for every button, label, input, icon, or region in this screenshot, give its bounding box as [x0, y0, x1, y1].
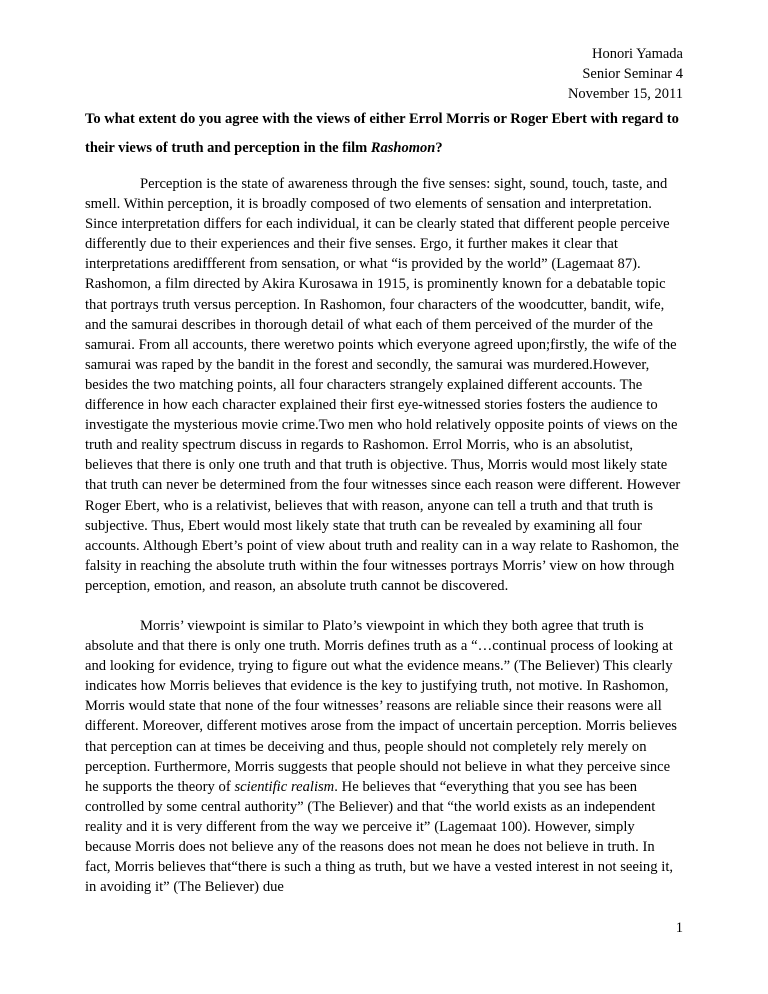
film-title: Rashomon: [370, 140, 436, 156]
essay-body: [85, 174, 683, 897]
author-name: Honori Yamada: [591, 46, 683, 62]
paragraph-2-morris-viewpoint-segment-1: scientific realism: [234, 778, 335, 795]
essay-title-part-1: To what extent do you agree with the views of either Errol Morris or Roger Ebert with regard to their views of truth and perception in the film: [85, 111, 679, 156]
paragraph-1-perception-segment-0: Perception is the state of awareness through the five senses: sight, sound, touch, taste, and smell. Within perception, it is broadly composed of two elements of sensation and interpretation. Since interpretation differs for each individual, it can be clearly stated that different people perceive differently due to their experiences and their five senses. Ergo, it further makes it clear that interpretations arediffferent from sensation, or what “is provided by the world” (Lagemaat 87). Rashomon, a film directed by Akira Kurosawa in 1915, is prominently known for a debatable topic that portrays truth versus perception. In Rashomon, four characters of the woodcutter, bandit, wife, and the samurai describes in thorough detail of what each of them perceived of the murder of the samurai. From all accounts, there weretwo points which everyone agreed upon;firstly, the wife of the samurai was raped by the bandit in the forest and secondly, the samurai was murdered.However, besides the two matching points, all four characters strangely explained different accounts. The difference in how each character explained their first eye-witnessed stories fosters the audience to investigate the mysterious movie crime.Two men who hold relatively opposite points of views on the truth and reality spectrum discuss in regards to Rashomon. Errol Morris, who is an absolutist, believes that there is only one truth and that truth is objective. Thus, Morris would most likely state that truth can never be determined from the four witnesses since each reason were different. However Roger Ebert, who is a relativist, believes that with reason, anyone can tell a truth and that truth is subjective. Thus, Ebert would most likely state that truth can be revealed by examining all four accounts. Although Ebert’s point of view about truth and reality can in a way relate to Rashomon, the falsity in reaching the absolute truth within the four witnesses portrays Morris’ view on how through perception, emotion, and reason, an absolute truth cannot be discovered.: [85, 176, 681, 594]
submission-date: November 15, 2011: [567, 86, 683, 102]
paragraph-2-morris-viewpoint-segment-0: Morris’ viewpoint is similar to Plato’s viewpoint in which they both agree that truth is absolute and that there is only one truth. Morris defines truth as a “…continual process of looking at and looking for evidence, trying to figure out what the evidence means.” (The Believer) This clearly indicates how Morris believes that evidence is the key to justifying truth, not motive. In Rashomon, Morris would state that none of the four witnesses’ reasons are reliable since their reasons were all different. Moreover, different motives arose from the impact of uncertain perception. Morris believes that perception can at times be deceiving and thus, people should not completely rely merely on perception. Furthermore, Morris suggests that people should not believe in what they perceive since he supports the theory of: [85, 617, 677, 795]
paragraph-2-morris-viewpoint: [85, 616, 683, 897]
course-name: Senior Seminar 4: [582, 66, 683, 82]
essay-title-part-2: ?: [435, 140, 443, 156]
paragraph-1-perception: [85, 174, 683, 596]
essay-title: [85, 105, 683, 163]
page-number: 1: [675, 920, 683, 936]
paragraph-2-morris-viewpoint-segment-2: . He believes that “everything that you see has been controlled by some central authority” (The Believer) and that “the world exists as an independent reality and it is very different from the way we perceive it” (Lagemaat 100). However, simply because Morris does not believe any of the reasons does not mean he does not believe in truth. In fact, Morris believes that“there is such a thing as truth, but we have a vested interest in not seeing it, in avoiding it” (The Believer) due: [85, 778, 674, 896]
document-heading-block: [85, 44, 683, 104]
